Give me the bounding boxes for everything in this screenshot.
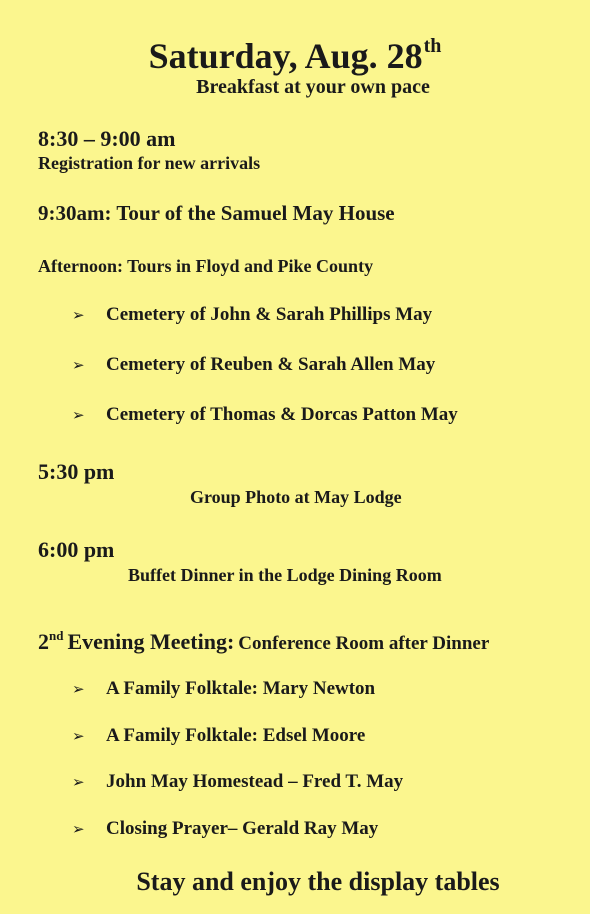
list-item: ➢ John May Homestead – Fred T. May bbox=[72, 769, 403, 795]
arrow-bullet-icon: ➢ bbox=[72, 306, 85, 324]
registration-text: Registration for new arrivals bbox=[38, 153, 261, 173]
footer-note: Stay and enjoy the display tables bbox=[136, 867, 500, 896]
arrow-bullet-icon: ➢ bbox=[72, 680, 85, 698]
list-item: ➢ A Family Folktale: Edsel Moore bbox=[72, 723, 365, 749]
dinner-time: 6:00 pm bbox=[38, 537, 115, 562]
afternoon-heading: Afternoon: Tours in Floyd and Pike County bbox=[38, 256, 374, 276]
subtitle: Breakfast at your own pace bbox=[196, 76, 430, 98]
arrow-bullet-icon: ➢ bbox=[72, 356, 85, 374]
tour-heading: 9:30am: Tour of the Samuel May House bbox=[38, 201, 395, 225]
list-item: ➢ Closing Prayer– Gerald Ray May bbox=[72, 816, 378, 842]
list-item: ➢ A Family Folktale: Mary Newton bbox=[72, 676, 375, 702]
arrow-bullet-icon: ➢ bbox=[72, 773, 85, 791]
arrow-bullet-icon: ➢ bbox=[72, 727, 85, 745]
registration-time: 8:30 – 9:00 am bbox=[38, 126, 176, 151]
arrow-bullet-icon: ➢ bbox=[72, 820, 85, 838]
list-item: ➢ Cemetery of John & Sarah Phillips May bbox=[72, 302, 432, 328]
page-title: Saturday, Aug. 28th bbox=[148, 35, 442, 76]
list-item: ➢ Cemetery of Thomas & Dorcas Patton May bbox=[72, 402, 458, 428]
arrow-bullet-icon: ➢ bbox=[72, 406, 85, 424]
dinner-text: Buffet Dinner in the Lodge Dining Room bbox=[128, 565, 442, 585]
list-item: ➢ Cemetery of Reuben & Sarah Allen May bbox=[72, 352, 435, 378]
meeting-heading: 2nd Evening Meeting: Conference Room after Dinner bbox=[38, 628, 490, 654]
photo-time: 5:30 pm bbox=[38, 459, 115, 484]
photo-text: Group Photo at May Lodge bbox=[190, 487, 402, 507]
